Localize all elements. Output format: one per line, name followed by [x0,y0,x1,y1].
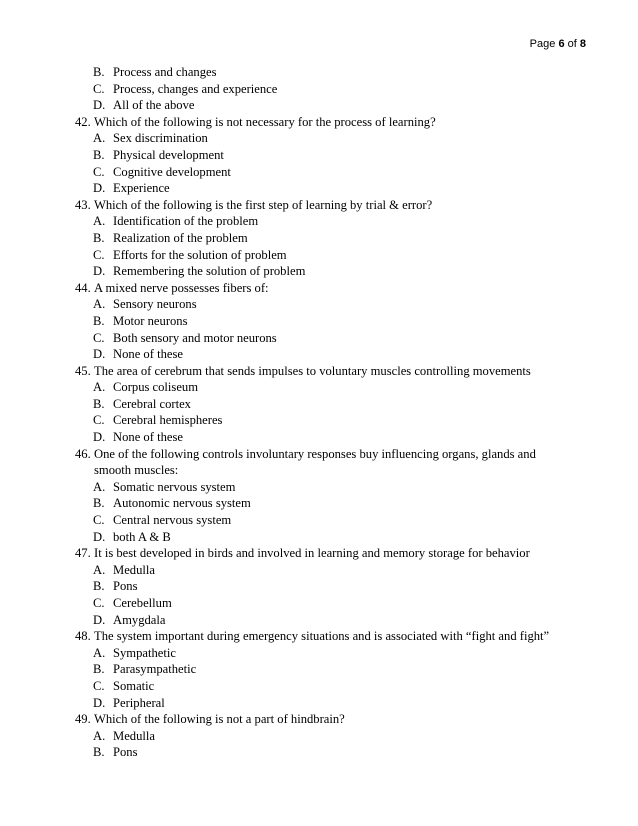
option: B. Parasympathetic [93,662,197,677]
option: A. Medulla [93,728,155,743]
option: A. Sympathetic [93,645,176,660]
continued-options [75,64,575,114]
option: C. Central nervous system [93,513,232,528]
option: B. Pons [93,579,138,594]
option: D. All of the above [93,98,195,113]
option: C. Somatic [93,678,155,693]
question-text: 44. A mixed nerve possesses fibers of: [75,280,269,295]
option: D. Experience [93,181,170,196]
option: C. Efforts for the solution of problem [93,247,287,262]
question-text: 49. Which of the following is not a part of hindbrain? [75,712,345,727]
option: B. Realization of the problem [93,230,248,245]
question-text: 47. It is best developed in birds and involved in learning and memory storage for behavior [75,546,530,561]
question-text: 48. The system important during emergency situations and is associated with “fight and fight” [75,629,550,644]
option: A. Identification of the problem [93,214,259,229]
question-text: 46. One of the following controls involuntary responses buy influencing organs, glands and smooth muscles: [75,446,536,478]
option: A. Somatic nervous system [93,479,236,494]
question-text: 43. Which of the following is the first step of learning by trial & error? [75,197,433,212]
option: C. Both sensory and motor neurons [93,330,277,345]
option: D. None of these [93,347,183,362]
option: D. None of these [93,430,183,445]
option: B. Cerebral cortex [93,396,191,411]
option: B. Autonomic nervous system [93,496,251,511]
page-current: 6 [558,38,565,50]
option: C. Cerebellum [93,596,172,610]
option: D. Peripheral [93,695,165,710]
question-list [75,64,575,761]
option: B. Motor neurons [93,313,188,328]
page-label: Page [529,38,556,50]
page-number [530,38,586,50]
option: A. Sex discrimination [93,131,208,146]
option: D. Remembering the solution of problem [93,264,306,279]
question-text: 42. Which of the following is not necessary for the process of learning? [75,114,436,129]
of-label: of [567,38,577,50]
option: C. Cognitive development [93,164,231,179]
option: D. Amygdala [93,612,166,627]
option: A. Sensory neurons [93,297,197,312]
question-text: 45. The area of cerebrum that sends impulses to voluntary muscles controlling movements [75,363,531,378]
option: D. both A & B [93,529,171,544]
option: A. Corpus coliseum [93,380,199,395]
option: C. Process, changes and experience [93,81,278,96]
option: B. Physical development [93,147,224,162]
option: B. Process and changes [93,65,217,79]
page-total: 8 [579,38,586,50]
option: A. Medulla [93,562,155,577]
option: B. Pons [93,745,138,760]
option: C. Cerebral hemispheres [93,413,223,428]
